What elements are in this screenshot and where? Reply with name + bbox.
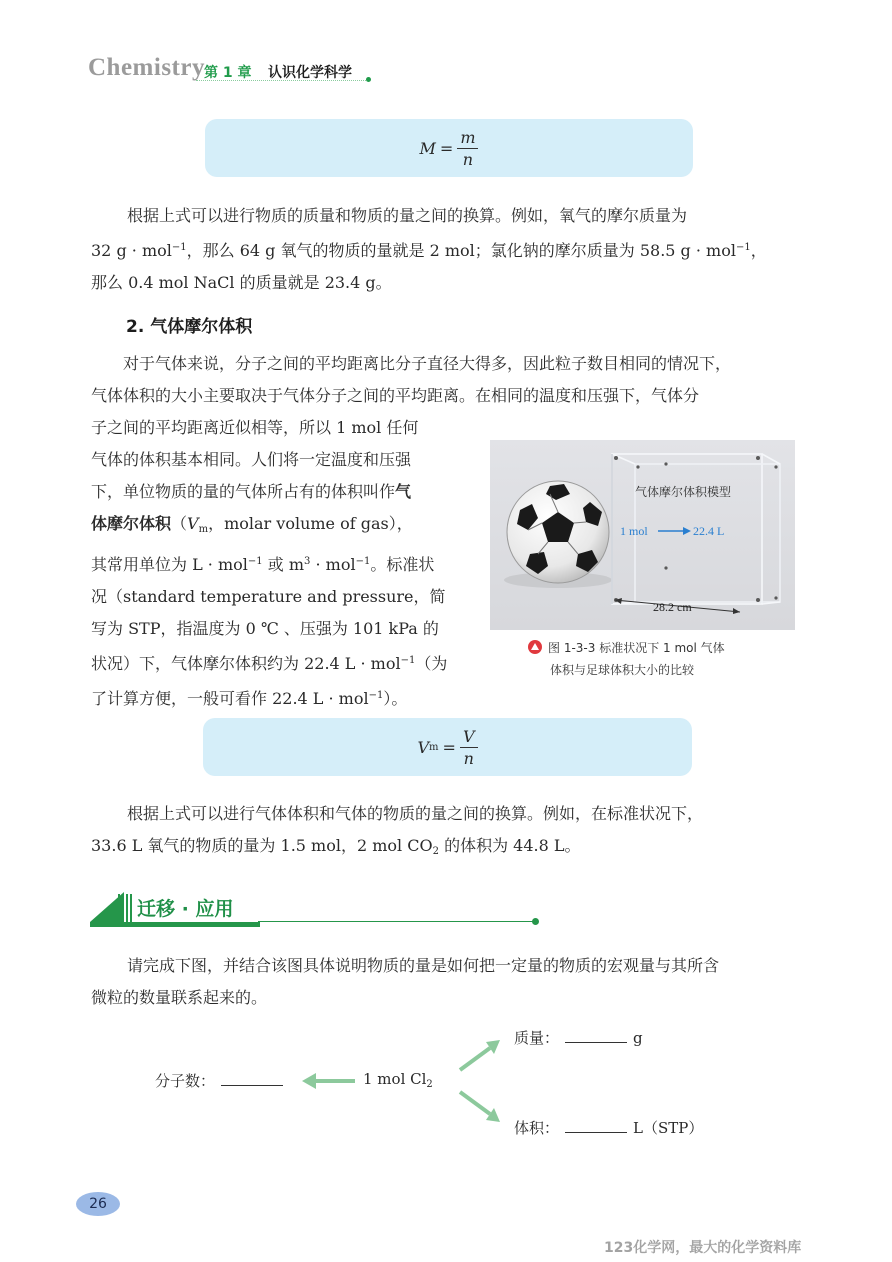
para2-line2: 气体体积的大小主要取决于气体分子之间的平均距离。在相同的温度和压强下，气体分	[91, 386, 700, 405]
para2-line7	[91, 546, 466, 581]
para1-l2-sup2: −1	[735, 242, 751, 253]
paragraph-3	[91, 798, 801, 868]
figure-dim-label: 28.2 cm	[653, 600, 692, 614]
section-heading-molar-volume: 2. 气体摩尔体积	[126, 317, 253, 337]
para1-l2b: ，那么 64 g 氧气的物质的量就是 2 mol；氯化钠的摩尔质量为 58.5 g · mol	[186, 241, 736, 260]
header-divider	[196, 80, 368, 81]
caption-line1	[528, 637, 725, 659]
diagram-left	[155, 1070, 289, 1091]
para2-line10	[91, 645, 466, 680]
diagram-center-label: 1 mol Cl	[363, 1070, 427, 1088]
para2-l6-vm-sub: m	[198, 524, 209, 535]
caption-triangle-icon	[528, 640, 542, 654]
paragraph-1	[91, 200, 801, 299]
diagram-center	[363, 1070, 433, 1090]
para2-l7d: 。标准状	[370, 555, 435, 574]
para2-l10a: 状况）下，气体摩尔体积约为 22.4 L · mol	[91, 654, 401, 673]
formula-box-molar-mass	[205, 119, 693, 177]
apply-banner-line	[258, 921, 538, 922]
paragraph-2-column	[91, 412, 466, 715]
para2-l5a: 下，单位物质的量的气体所占有的体积叫作	[91, 482, 396, 501]
para2-l11b: ）。	[383, 689, 408, 708]
apply-banner-underline	[90, 922, 260, 927]
figure-vol-label: 22.4 L	[693, 524, 725, 538]
diagram-center-sub: 2	[426, 1079, 433, 1090]
formula2-lhs-sub: m	[429, 741, 439, 753]
formula2-numerator: V	[460, 726, 478, 748]
para2-l7c: · mol	[310, 555, 356, 574]
para2-line11	[91, 680, 466, 715]
diagram-mass-unit: g	[633, 1029, 643, 1047]
para1-l2a: 32 g · mol	[91, 241, 172, 260]
para2-l11-sup: −1	[368, 690, 384, 701]
page-number: 26	[76, 1192, 120, 1216]
formula2-eq: =	[442, 737, 456, 757]
para2-l6b: （	[171, 514, 188, 533]
apply-line1: 请完成下图，并结合该图具体说明物质的量是如何把一定量的物质的宏观量与其所含	[127, 956, 720, 975]
para2-l10-sup: −1	[400, 655, 416, 666]
diagram-vol-unit: L（STP）	[633, 1119, 704, 1137]
diagram-mass	[514, 1027, 643, 1048]
figure-photo	[490, 440, 795, 630]
arrow-down-right-icon	[460, 1092, 500, 1122]
para2-l7b: 或 m	[262, 555, 305, 574]
caption-text-1: 图 1-3-3 标准状况下 1 mol 气体	[548, 641, 725, 655]
formula1-numerator: m	[457, 127, 478, 149]
para1-l2-sup1: −1	[171, 242, 187, 253]
para3-line1: 根据上式可以进行气体体积和气体的物质的量之间的换算。例如，在标准状况下，	[127, 804, 704, 823]
header-subject: Chemistry	[88, 54, 205, 81]
arrow-up-right-icon	[460, 1040, 500, 1070]
formula1-fraction	[457, 127, 478, 170]
apply-section-title: 迁移 · 应用	[137, 898, 234, 920]
figure-illustration	[490, 440, 795, 630]
diagram-vol-blank[interactable]	[565, 1118, 627, 1133]
para2-l5-term: 气	[395, 482, 412, 501]
diagram-molecule-label: 分子数：	[155, 1072, 216, 1090]
para2-l6-term: 体摩尔体积	[91, 514, 172, 533]
formula2-denominator: n	[463, 748, 474, 768]
header-dot	[366, 77, 371, 82]
para2-line1: 对于气体来说，分子之间的平均距离比分子直径大得多，因此粒子数目相同的情况下，	[123, 354, 732, 373]
para3-l2b: 的体积为 44.8 L。	[438, 836, 581, 855]
apply-line2: 微粒的数量联系起来的。	[91, 988, 268, 1007]
para2-line6	[91, 508, 466, 546]
para1-l2c: ，	[750, 241, 767, 260]
figure-caption	[528, 637, 725, 681]
para2-l7-sup2: 3	[304, 556, 311, 567]
apply-banner-stripes	[118, 894, 132, 922]
arrow-left-icon	[302, 1073, 355, 1089]
diagram-molecule-blank[interactable]	[221, 1071, 283, 1086]
formula-box-molar-volume	[203, 718, 692, 776]
caption-line2: 体积与足球体积大小的比较	[550, 663, 695, 677]
formula1-lhs: M	[419, 138, 436, 158]
footer-watermark: 123化学网，最大的化学资料库	[604, 1240, 802, 1256]
para2-line9: 写为 STP，指温度为 0 ℃ 、压强为 101 kPa 的	[91, 619, 439, 638]
para2-l10b: （为	[415, 654, 448, 673]
formula2-lhs: V	[417, 737, 430, 757]
diagram-vol-label: 体积：	[514, 1119, 560, 1137]
para2-l7-sup1: −1	[247, 556, 263, 567]
para1-line1: 根据上式可以进行物质的质量和物质的量之间的换算。例如，氧气的摩尔质量为	[127, 206, 688, 225]
para1-line3: 那么 0.4 mol NaCl 的质量就是 23.4 g。	[91, 273, 392, 292]
para2-l6-vm: V	[187, 514, 199, 533]
para2-line8: 况（standard temperature and pressure，简	[91, 587, 446, 606]
figure-box-label: 气体摩尔体积模型	[635, 485, 732, 499]
formula1-eq: =	[439, 138, 454, 158]
formula2-fraction	[460, 726, 478, 769]
para2-l7-sup3: −1	[355, 556, 371, 567]
header-chapter-title: 认识化学科学	[268, 65, 352, 81]
paragraph-2-top	[91, 348, 801, 412]
para1-line2	[91, 232, 801, 267]
figure-mol-label: 1 mol	[620, 524, 648, 538]
para3-l2a: 33.6 L 氧气的物质的量为 1.5 mol，2 mol CO	[91, 836, 433, 855]
header-chapter: 第 1 章	[204, 65, 252, 81]
diagram-mass-blank[interactable]	[565, 1028, 627, 1043]
formula1-denominator: n	[462, 149, 474, 169]
apply-text	[91, 950, 806, 1014]
para3-line2	[91, 830, 801, 868]
para2-l6c: ，molar volume of gas），	[208, 514, 413, 533]
diagram-volume	[514, 1117, 703, 1138]
para2-line3: 子之间的平均距离近似相等，所以 1 mol 任何	[91, 418, 419, 437]
para2-l7a: 其常用单位为 L · mol	[91, 555, 248, 574]
apply-banner-dot	[532, 918, 539, 925]
para2-l11a: 了计算方便，一般可看作 22.4 L · mol	[91, 689, 369, 708]
para3-l2-sub: 2	[432, 846, 439, 857]
para2-line4: 气体的体积基本相同。人们将一定温度和压强	[91, 450, 412, 469]
para2-line5	[91, 476, 466, 508]
diagram-mass-label: 质量：	[514, 1029, 560, 1047]
